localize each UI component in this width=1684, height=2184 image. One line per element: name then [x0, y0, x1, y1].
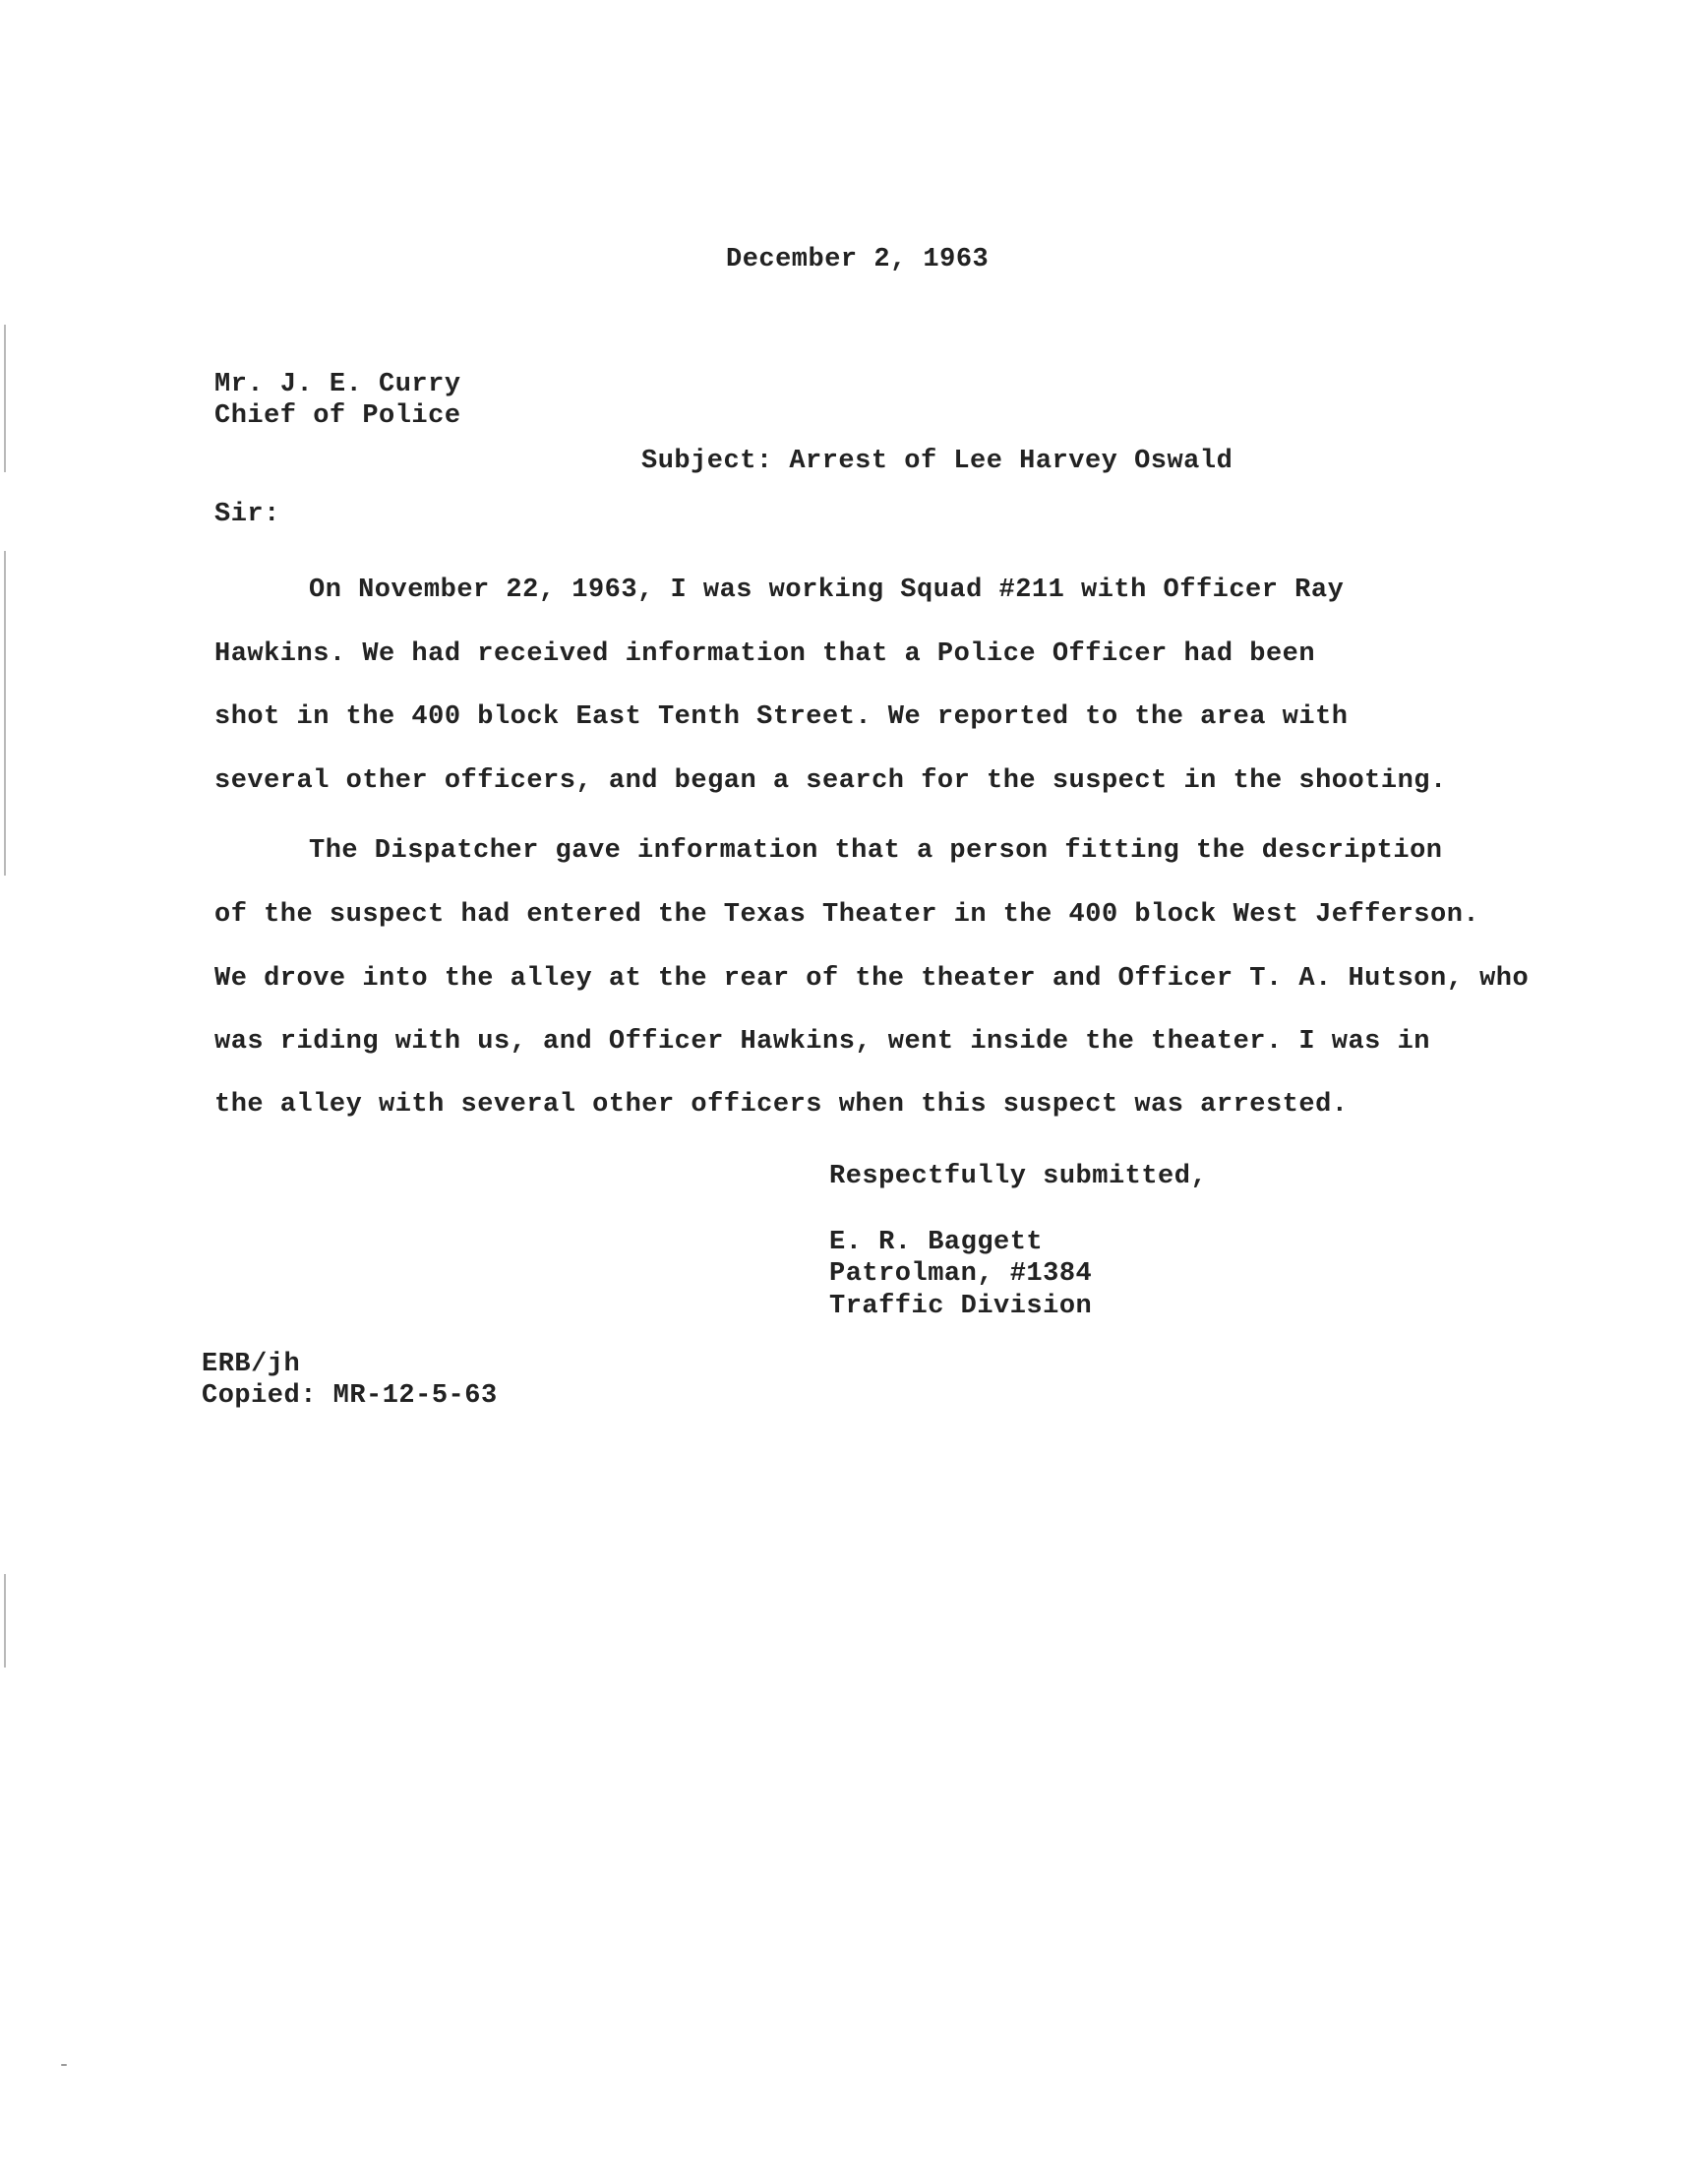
- reference-initials: ERB/jh: [202, 1350, 301, 1379]
- subject-line: Subject: Arrest of Lee Harvey Oswald: [641, 447, 1233, 476]
- margin-scan-mark: [4, 551, 6, 876]
- body-line: We drove into the alley at the rear of the theater and Officer T. A. Hutson, who: [214, 964, 1530, 994]
- body-line: several other officers, and began a search for the suspect in the shooting.: [214, 766, 1447, 796]
- letter-date: December 2, 1963: [726, 245, 990, 274]
- body-line: shot in the 400 block East Tenth Street. We reported to the area with: [214, 702, 1349, 732]
- body-line: The Dispatcher gave information that a person fitting the description: [309, 836, 1443, 866]
- signature-rank: Patrolman, #1384: [829, 1259, 1093, 1289]
- margin-scan-mark: [4, 325, 6, 472]
- signature-name: E. R. Baggett: [829, 1228, 1044, 1257]
- signature-division: Traffic Division: [829, 1292, 1093, 1321]
- margin-scan-mark: [4, 1574, 6, 1668]
- body-line: Hawkins. We had received information that a Police Officer had been: [214, 639, 1316, 669]
- scan-speck: [61, 2064, 67, 2066]
- closing: Respectfully submitted,: [829, 1162, 1208, 1191]
- body-line: the alley with several other officers when this suspect was arrested.: [214, 1090, 1349, 1120]
- copied-reference: Copied: MR-12-5-63: [202, 1381, 498, 1411]
- recipient-name: Mr. J. E. Curry: [214, 370, 461, 399]
- salutation: Sir:: [214, 500, 280, 529]
- body-line: of the suspect had entered the Texas Theater in the 400 block West Jefferson.: [214, 900, 1480, 930]
- body-line: On November 22, 1963, I was working Squad #211 with Officer Ray: [309, 576, 1345, 605]
- recipient-title: Chief of Police: [214, 401, 461, 431]
- body-line: was riding with us, and Officer Hawkins, went inside the theater. I was in: [214, 1027, 1430, 1057]
